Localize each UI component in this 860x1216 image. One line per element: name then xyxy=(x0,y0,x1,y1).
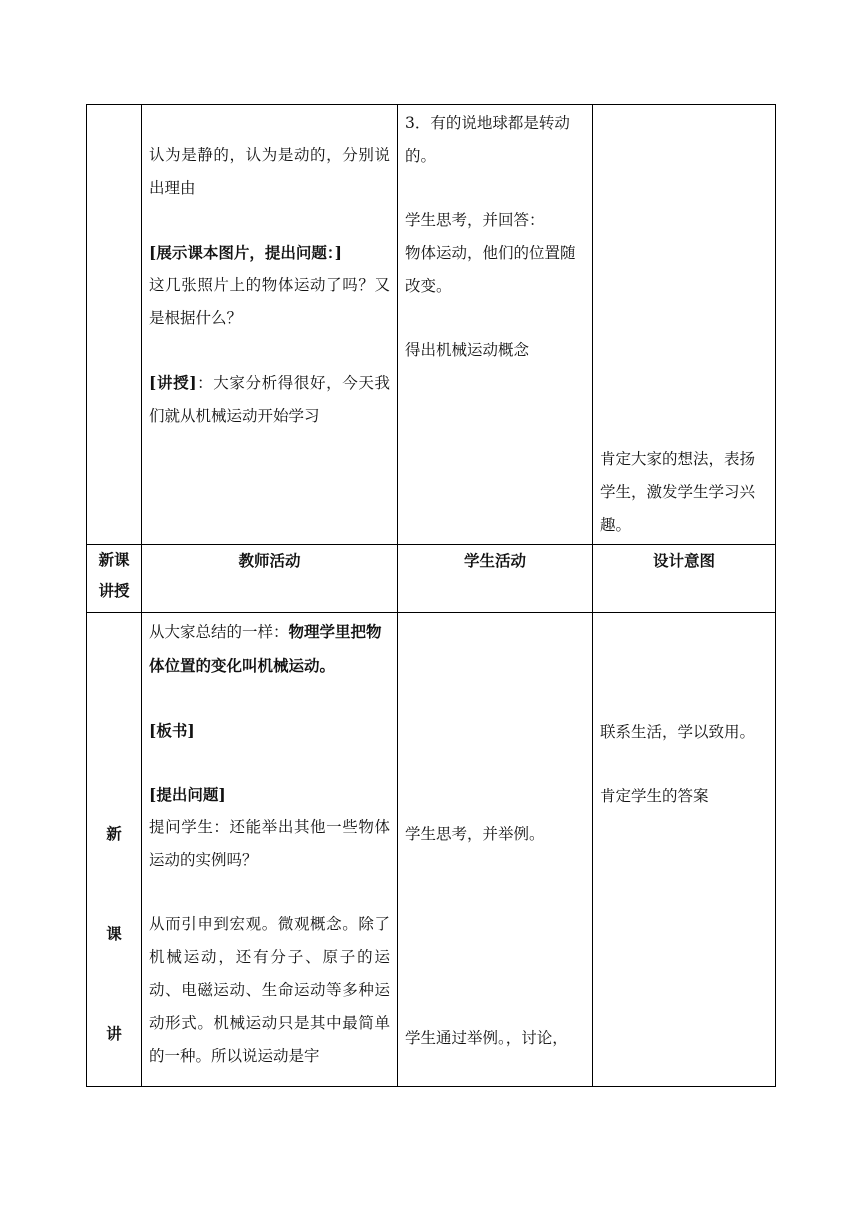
extend-text: 从而引申到宏观。微观概念。除了机械运动，还有分子、原子的运动、电磁运动、生命运动等多种运动形式。机械运动只是其中最简单的一种。所以说运动是宇 xyxy=(149,915,390,1065)
teacher-text-4-body: ：大家分析得很好，今天我们就从机械运动开始学习 xyxy=(149,374,390,425)
teacher-text-4: [讲授]：大家分析得很好，今天我们就从机械运动开始学习 xyxy=(149,373,390,425)
teacher-text-1: 认为是静的，认为是动的，分别说出理由 xyxy=(149,146,390,197)
teacher-text-2: [展示课本图片，提出问题：] xyxy=(149,243,342,262)
teacher-definition-bold: 物理学里把物体位置的变化叫机械运动。 xyxy=(149,622,382,675)
student-think-text: 学生思考，并举例。 xyxy=(405,825,545,843)
side-label-cell xyxy=(87,613,142,1087)
intent-text-top: 肯定大家的想法，表扬学生，激发学生学习兴趣。 xyxy=(600,450,756,534)
teacher-intro: 从大家总结的一样： xyxy=(149,623,289,641)
teacher-definition xyxy=(149,615,390,683)
student-text-1: 3．有的说地球都是转动的。 xyxy=(405,114,570,165)
student-activity-cell-2 xyxy=(398,613,593,1087)
student-activity-cell xyxy=(398,105,593,545)
side-label-char-3: 讲 xyxy=(106,1025,122,1043)
design-intent-cell-2 xyxy=(593,613,776,1087)
teacher-activity-cell xyxy=(142,105,398,545)
table-header-row xyxy=(87,545,776,613)
intent-affirm-text: 肯定学生的答案 xyxy=(600,787,709,805)
question-text: 提问学生：还能举出其他一些物体运动的实例吗？ xyxy=(149,818,390,869)
side-label-cell-empty xyxy=(87,105,142,545)
student-text-3: 物体运动，他们的位置随改变。 xyxy=(405,244,576,295)
header-teacher: 教师活动 xyxy=(142,545,398,613)
header-student: 学生活动 xyxy=(398,545,593,613)
question-label: [提出问题] xyxy=(149,785,226,804)
lesson-plan-table xyxy=(86,104,776,1087)
design-intent-cell xyxy=(593,105,776,545)
table-row-new-lesson xyxy=(87,613,776,1087)
table-row-continuation xyxy=(87,105,776,545)
header-intent: 设计意图 xyxy=(593,545,776,613)
student-text-4: 得出机械运动概念 xyxy=(405,341,530,359)
header-row-label xyxy=(87,545,142,613)
student-text-2: 学生思考，并回答： xyxy=(405,211,545,229)
board-label: [板书] xyxy=(149,721,195,740)
teacher-activity-cell-2 xyxy=(142,613,398,1087)
intent-life-text: 联系生活，学以致用。 xyxy=(600,723,756,741)
header-row-label-text: 新课讲授 xyxy=(98,551,130,600)
teacher-text-3: 这几张照片上的物体运动了吗？又是根据什么？ xyxy=(149,276,390,327)
side-label-char-2: 课 xyxy=(106,925,122,943)
side-label-char-1: 新 xyxy=(106,825,122,843)
student-discuss-text: 学生通过举例。，讨论， xyxy=(405,1029,568,1047)
